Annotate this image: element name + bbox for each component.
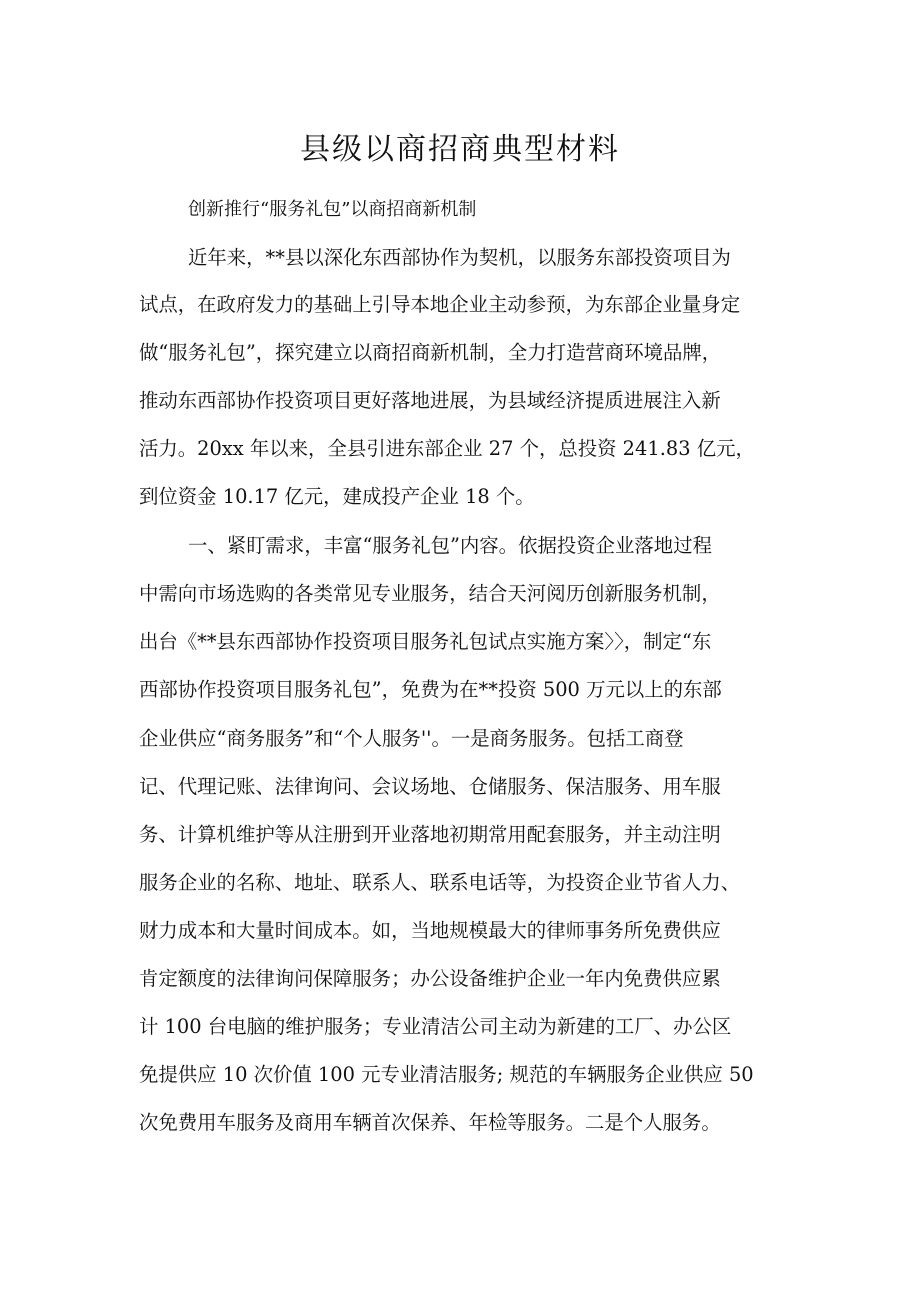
paragraph-line: 试点，在政府发力的基础上引导本地企业主动参预，为东部企业量身定 xyxy=(139,293,741,316)
paragraph-line: 中需向市场选购的各类常见专业服务，结合天河阅历创新服务机制， xyxy=(139,582,721,605)
paragraph-line: 务、计算机维护等从注册到开业落地初期常用配套服务，并主动注明 xyxy=(139,823,721,846)
paragraph-line: 记、代理记账、法律询问、会议场地、仓储服务、保洁服务、用车服 xyxy=(139,775,721,798)
paragraph-line: 服务企业的名称、地址、联系人、联系电话等，为投资企业节省人力、 xyxy=(139,871,741,894)
paragraph-line: 做“服务礼包”，探究建立以商招商新机制，全力打造营商环境品牌， xyxy=(139,341,722,364)
paragraph-line: 出台《**县东西部协作投资项目服务礼包试点实施方案〉〉，制定“东 xyxy=(139,630,712,653)
paragraph-line: 推动东西部协作投资项目更好落地进展，为县域经济提质进展注入新 xyxy=(139,389,721,412)
paragraph-line: 计 100 台电脑的维护服务；专业清洁公司主动为新建的工厂、办公区 xyxy=(139,1015,732,1038)
paragraph-line: 财力成本和大量时间成本。如，当地规模最大的律师事务所免费供应 xyxy=(139,919,721,942)
paragraph-line: 到位资金 10.17 亿元，建成投产企业 18 个。 xyxy=(139,485,535,508)
document-subtitle: 创新推行“服务礼包”以商招商新机制 xyxy=(188,199,477,220)
paragraph-line: 西部协作投资项目服务礼包”，免费为在**投资 500 万元以上的东部 xyxy=(139,678,722,701)
paragraph-line: 一、紧盯需求，丰富“服务礼包”内容。依据投资企业落地过程 xyxy=(188,534,712,557)
paragraph-line: 近年来，**县以深化东西部协作为契机，以服务东部投资项目为 xyxy=(188,246,731,269)
document-title: 县级以商招商典型材料 xyxy=(300,132,620,167)
paragraph-line: 肯定额度的法律询问保障服务；办公设备维护企业一年内免费供应累 xyxy=(139,967,721,990)
paragraph-line: 次免费用车服务及商用车辆首次保养、年检等服务。二是个人服务。 xyxy=(139,1111,721,1134)
paragraph-line: 免提供应 10 次价值 100 元专业清洁服务; 规范的车辆服务企业供应 50 xyxy=(139,1063,754,1086)
paragraph-line: 企业供应“商务服务”和“个人服务''。一是商务服务。包括工商登 xyxy=(139,727,684,750)
paragraph-line: 活力。20xx 年以来，全县引进东部企业 27 个，总投资 241.83 亿元， xyxy=(139,437,755,460)
